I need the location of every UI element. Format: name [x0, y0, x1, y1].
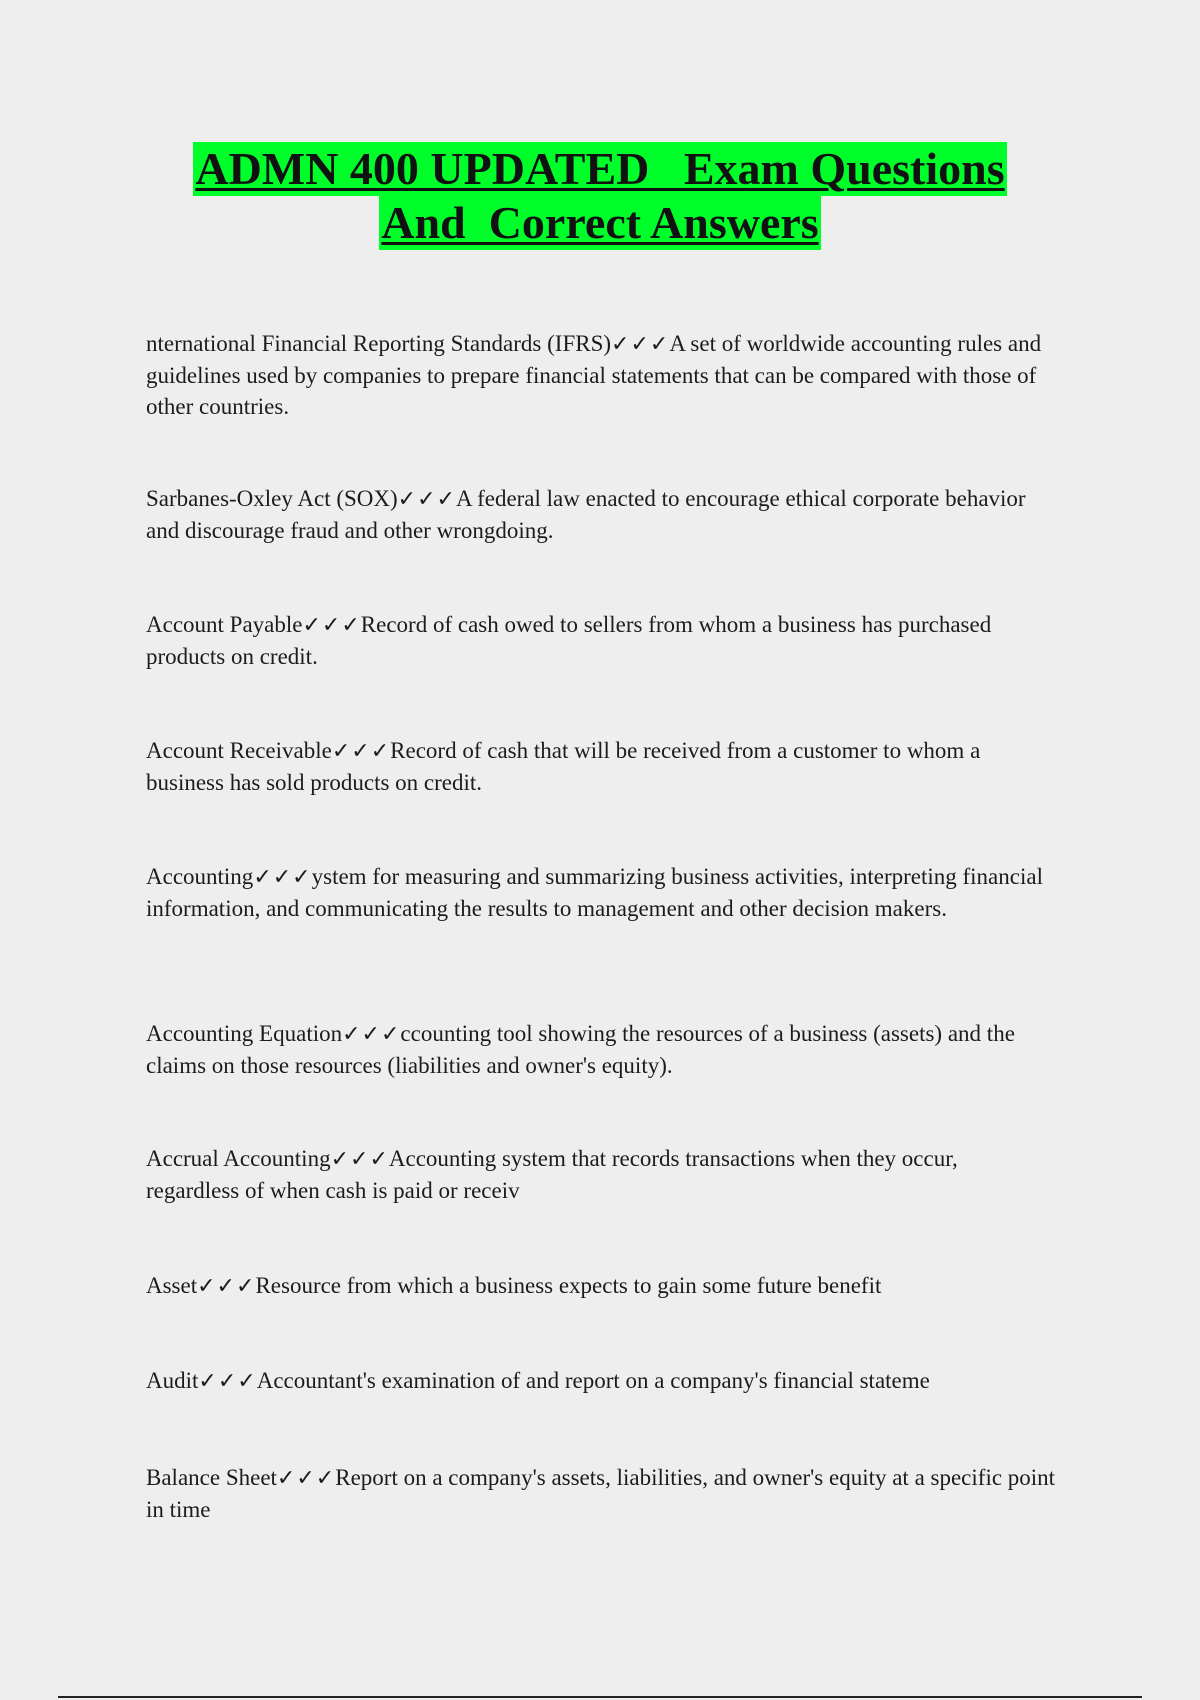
qa-term: Account Receivable: [146, 738, 332, 763]
qa-definition: Resource from which a business expects to gain some future benefit: [255, 1273, 882, 1298]
checkmark-icon: ✓✓✓: [197, 1274, 256, 1299]
qa-term: Accounting Equation: [146, 1021, 343, 1046]
checkmark-icon: ✓✓✓: [331, 739, 391, 764]
checkmark-icon: ✓✓✓: [302, 613, 361, 638]
qa-definition: Record of cash owed to sellers from whom a business has purchased products on credit.: [146, 612, 992, 669]
qa-definition: Record of cash that will be received from a customer to whom a business has sold products on credit.: [146, 738, 981, 795]
qa-term: Sarbanes-Oxley Act (SOX): [146, 486, 398, 511]
qa-definition: ccounting tool showing the resources of a business (assets) and the claims on those resources (liabilities and owner's equity).: [146, 1021, 1015, 1078]
checkmark-icon: ✓✓✓: [330, 1147, 389, 1172]
qa-term: Audit: [146, 1368, 199, 1393]
qa-definition: ystem for measuring and summarizing business activities, interpreting financial information, and communicating the results to management and other decision makers.: [146, 864, 1043, 921]
qa-definition: A set of worldwide accounting rules and guidelines used by companies to prepare financial statements that can be compared with those of other countries.: [146, 331, 1042, 419]
title-line-1: ADMN 400 UPDATED Exam Questions: [195, 143, 1005, 194]
footer-divider: [58, 1696, 1142, 1698]
qa-entry: [146, 1270, 1056, 1302]
qa-term: Accrual Accounting: [146, 1146, 331, 1171]
qa-definition: Accounting system that records transactions when they occur, regardless of when cash is paid or receiv: [146, 1146, 958, 1203]
qa-definition: Accountant's examination of and report on a company's financial stateme: [256, 1368, 930, 1393]
document-title: [0, 142, 1200, 250]
checkmark-icon: ✓✓✓: [342, 1022, 401, 1047]
qa-entry: [146, 1018, 1056, 1081]
title-line-2: And Correct Answers: [381, 197, 819, 248]
qa-entry: [146, 1365, 1056, 1397]
qa-term: Account Payable: [146, 612, 303, 637]
qa-entry: [146, 735, 1056, 798]
qa-term: Accounting: [146, 864, 254, 889]
checkmark-icon: ✓✓✓: [397, 487, 456, 512]
checkmark-icon: ✓✓✓: [198, 1369, 257, 1394]
qa-entry: [146, 609, 1056, 672]
checkmark-icon: ✓✓✓: [253, 865, 312, 890]
qa-term: Balance Sheet: [146, 1465, 277, 1490]
checkmark-icon: ✓✓✓: [276, 1466, 336, 1491]
qa-entry: [146, 483, 1056, 546]
qa-definition: A federal law enacted to encourage ethical corporate behavior and discourage fraud and other wrongdoing.: [146, 486, 1026, 543]
qa-entry: [146, 328, 1056, 422]
qa-term: nternational Financial Reporting Standards (IFRS): [146, 331, 612, 356]
qa-entry: [146, 1462, 1056, 1525]
qa-entry: [146, 861, 1056, 924]
qa-entry: [146, 1143, 1056, 1206]
checkmark-icon: ✓✓✓: [611, 332, 670, 357]
qa-term: Asset: [146, 1273, 198, 1298]
qa-definition: Report on a company's assets, liabilities, and owner's equity at a specific point in time: [146, 1465, 1056, 1522]
